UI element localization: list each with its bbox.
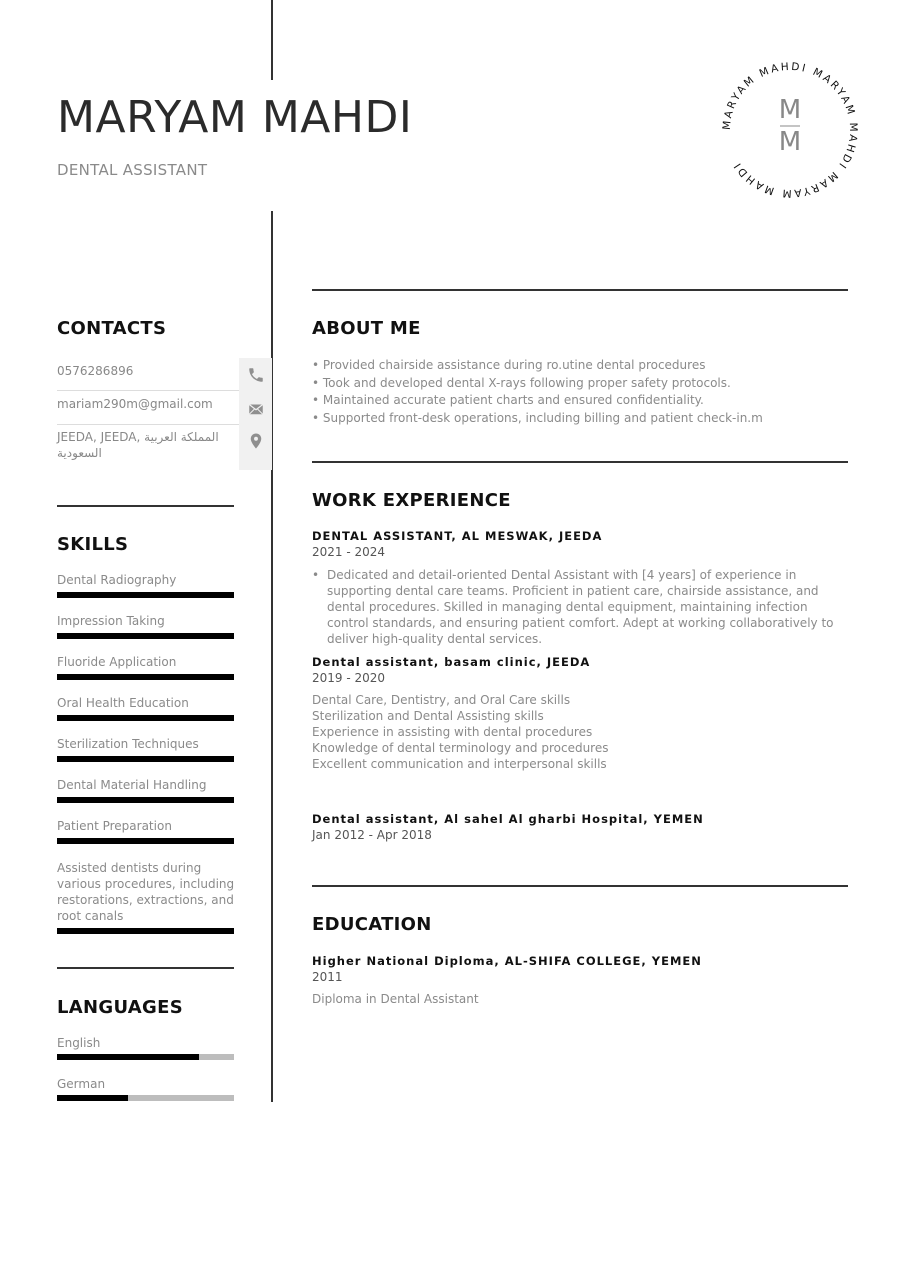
skill-label: Oral Health Education [57,696,189,710]
monogram-top-letter: M [778,95,802,125]
monogram-bottom-letter: M [778,127,802,157]
section-divider [57,505,234,507]
skill-bar [57,838,234,844]
skill-label: Fluoride Application [57,655,177,669]
skill-label: Dental Material Handling [57,778,207,792]
education-year: 2011 [312,970,343,984]
skill-label: Sterilization Techniques [57,737,199,751]
work-heading: WORK EXPERIENCE [312,490,511,511]
skill-bar [57,674,234,680]
job-2-dates: 2019 - 2020 [312,671,386,685]
job-1-title: DENTAL ASSISTANT, AL MESWAK, JEEDA [312,529,603,543]
skill-label: Patient Preparation [57,819,172,833]
contact-separator [57,390,239,391]
bullet-dot: • [312,568,320,582]
about-heading: ABOUT ME [312,318,421,339]
skill-bar [57,797,234,803]
skill-label: Assisted dentists during various procedures, including restorations, extractions, and root canals [57,861,235,923]
skill-bar [57,715,234,721]
phone-icon [247,366,265,384]
monogram-logo [718,58,862,202]
language-bar [57,1095,234,1101]
skill-label: Dental Radiography [57,573,177,587]
job-title: DENTAL ASSISTANT [57,161,208,179]
language-bar [57,1054,234,1060]
job-3-title: Dental assistant, Al sahel Al gharbi Hospital, YEMEN [312,812,704,826]
job-1-description [312,567,852,647]
languages-heading: LANGUAGES [57,997,183,1018]
monogram-ring-text: MARYAM MAHDI MARYAM MAHDI MARYAM MAHDI [720,60,860,200]
skill-bar [57,756,234,762]
about-bullet: • Provided chairside assistance during ro.utine dental procedures [312,358,706,372]
location-pin-icon [247,432,265,450]
job-2-line: Sterilization and Dental Assisting skills [312,709,544,723]
divider-vertical-main [271,211,273,1102]
job-1-dates: 2021 - 2024 [312,545,386,559]
job-1-description-text: Dedicated and detail-oriented Dental Assistant with [4 years] of experience in supporting dental care teams. Proficient in patient care, chairside assistance, and dental procedures. Skilled in managing dental equipment, maintaining infection control standards, and ensuring patient comfort. Adept at working collaboratively to deliver high-quality dental services. [327,568,834,646]
job-2-description [312,692,852,772]
contact-separator [57,424,239,425]
skill-bar [57,633,234,639]
education-heading: EDUCATION [312,914,432,935]
section-divider [312,289,848,291]
skill-bar [57,928,234,934]
skills-heading: SKILLS [57,534,129,555]
job-2-line: Excellent communication and interpersonal skills [312,757,607,771]
education-title: Higher National Diploma, AL-SHIFA COLLEGE, YEMEN [312,954,702,968]
job-3-dates: Jan 2012 - Apr 2018 [312,828,432,842]
about-bullet: • Supported front-desk operations, including billing and patient check-in.m [312,410,763,425]
skill-bar [57,592,234,598]
about-bullet: • Took and developed dental X-rays following proper safety protocols. [312,375,731,390]
section-divider [312,461,848,463]
job-2-line: Experience in assisting with dental procedures [312,725,593,739]
education-description: Diploma in Dental Assistant [312,992,479,1006]
section-divider [57,967,234,969]
contacts-heading: CONTACTS [57,318,167,339]
section-divider [312,885,848,887]
about-bullet: • Maintained accurate patient charts and ensured confidentiality. [312,393,704,407]
contact-phone: 0576286896 [57,364,134,378]
about-list [312,357,852,427]
job-2-line: Dental Care, Dentistry, and Oral Care skills [312,693,571,707]
job-2-line: Knowledge of dental terminology and procedures [312,741,609,755]
divider-vertical-top [271,0,273,80]
language-label: German [57,1077,106,1091]
job-2-title: Dental assistant, basam clinic, JEEDA [312,655,591,669]
language-label: English [57,1036,101,1050]
skill-label: Impression Taking [57,614,165,628]
candidate-name: MARYAM MAHDI [57,92,413,143]
envelope-icon [247,400,265,418]
contact-email: mariam290m@gmail.com [57,397,213,411]
contact-address: JEEDA, JEEDA, المملكة العربية السعودية [57,430,219,460]
